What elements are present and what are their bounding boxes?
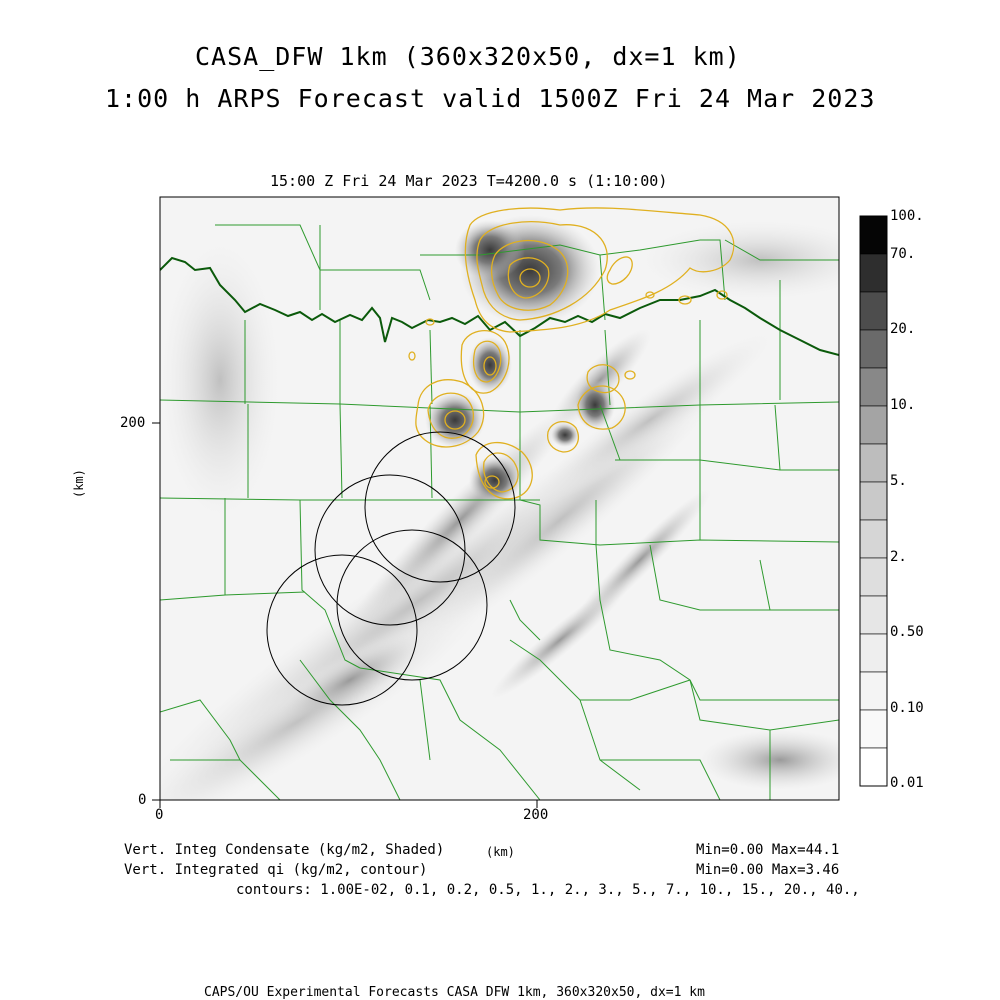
colorbar-label-5: 5. bbox=[890, 473, 907, 489]
colorbar bbox=[860, 216, 887, 786]
plot-title-line1: CASA_DFW 1km (360x320x50, dx=1 km) bbox=[195, 42, 741, 71]
colorbar-bin-13 bbox=[860, 710, 887, 748]
colorbar-bin-0 bbox=[860, 216, 887, 254]
plot-title-line2: 1:00 h ARPS Forecast valid 1500Z Fri 24 Mar 2023 bbox=[105, 84, 876, 113]
legend-contour-levels: contours: 1.00E-02, 0.1, 0.2, 0.5, 1., 2., 3., 5., 7., 10., 15., 20., 40., bbox=[236, 882, 860, 898]
legend-shaded-stats: Min=0.00 Max=44.1 bbox=[696, 842, 840, 858]
y-tick-200: 200 bbox=[120, 415, 146, 431]
footer-credit: CAPS/OU Experimental Forecasts CASA DFW 1km, 360x320x50, dx=1 km bbox=[204, 985, 705, 1000]
y-tick-0: 0 bbox=[138, 792, 147, 808]
colorbar-bin-10 bbox=[860, 596, 887, 634]
colorbar-label-20: 20. bbox=[890, 321, 916, 337]
colorbar-bin-3 bbox=[860, 330, 887, 368]
colorbar-label-70: 70. bbox=[890, 246, 916, 262]
colorbar-label-001: 0.01 bbox=[890, 775, 924, 791]
colorbar-bin-7 bbox=[860, 482, 887, 520]
x-tick-200: 200 bbox=[523, 807, 549, 823]
legend-contour: Vert. Integrated qi (kg/m2, contour) bbox=[124, 862, 428, 878]
colorbar-bin-14 bbox=[860, 748, 887, 786]
legend-shaded: Vert. Integ Condensate (kg/m2, Shaded) bbox=[124, 842, 445, 858]
colorbar-bin-6 bbox=[860, 444, 887, 482]
colorbar-bin-5 bbox=[860, 406, 887, 444]
colorbar-label-2: 2. bbox=[890, 549, 907, 565]
colorbar-bin-12 bbox=[860, 672, 887, 710]
y-axis-label: (km) bbox=[72, 469, 86, 498]
colorbar-bin-4 bbox=[860, 368, 887, 406]
colorbar-label-010: 0.10 bbox=[890, 700, 924, 716]
x-axis-unit: (km) bbox=[486, 845, 515, 859]
colorbar-label-10: 10. bbox=[890, 397, 916, 413]
colorbar-label-050: 0.50 bbox=[890, 624, 924, 640]
legend-contour-stats: Min=0.00 Max=3.46 bbox=[696, 862, 840, 878]
colorbar-label-100: 100. bbox=[890, 208, 924, 224]
colorbar-bin-9 bbox=[860, 558, 887, 596]
colorbar-bin-11 bbox=[860, 634, 887, 672]
colorbar-bin-2 bbox=[860, 292, 887, 330]
x-tick-0: 0 bbox=[155, 807, 164, 823]
panel-time-label: 15:00 Z Fri 24 Mar 2023 T=4200.0 s (1:10:00) bbox=[270, 172, 668, 190]
colorbar-bin-1 bbox=[860, 254, 887, 292]
colorbar-bin-8 bbox=[860, 520, 887, 558]
